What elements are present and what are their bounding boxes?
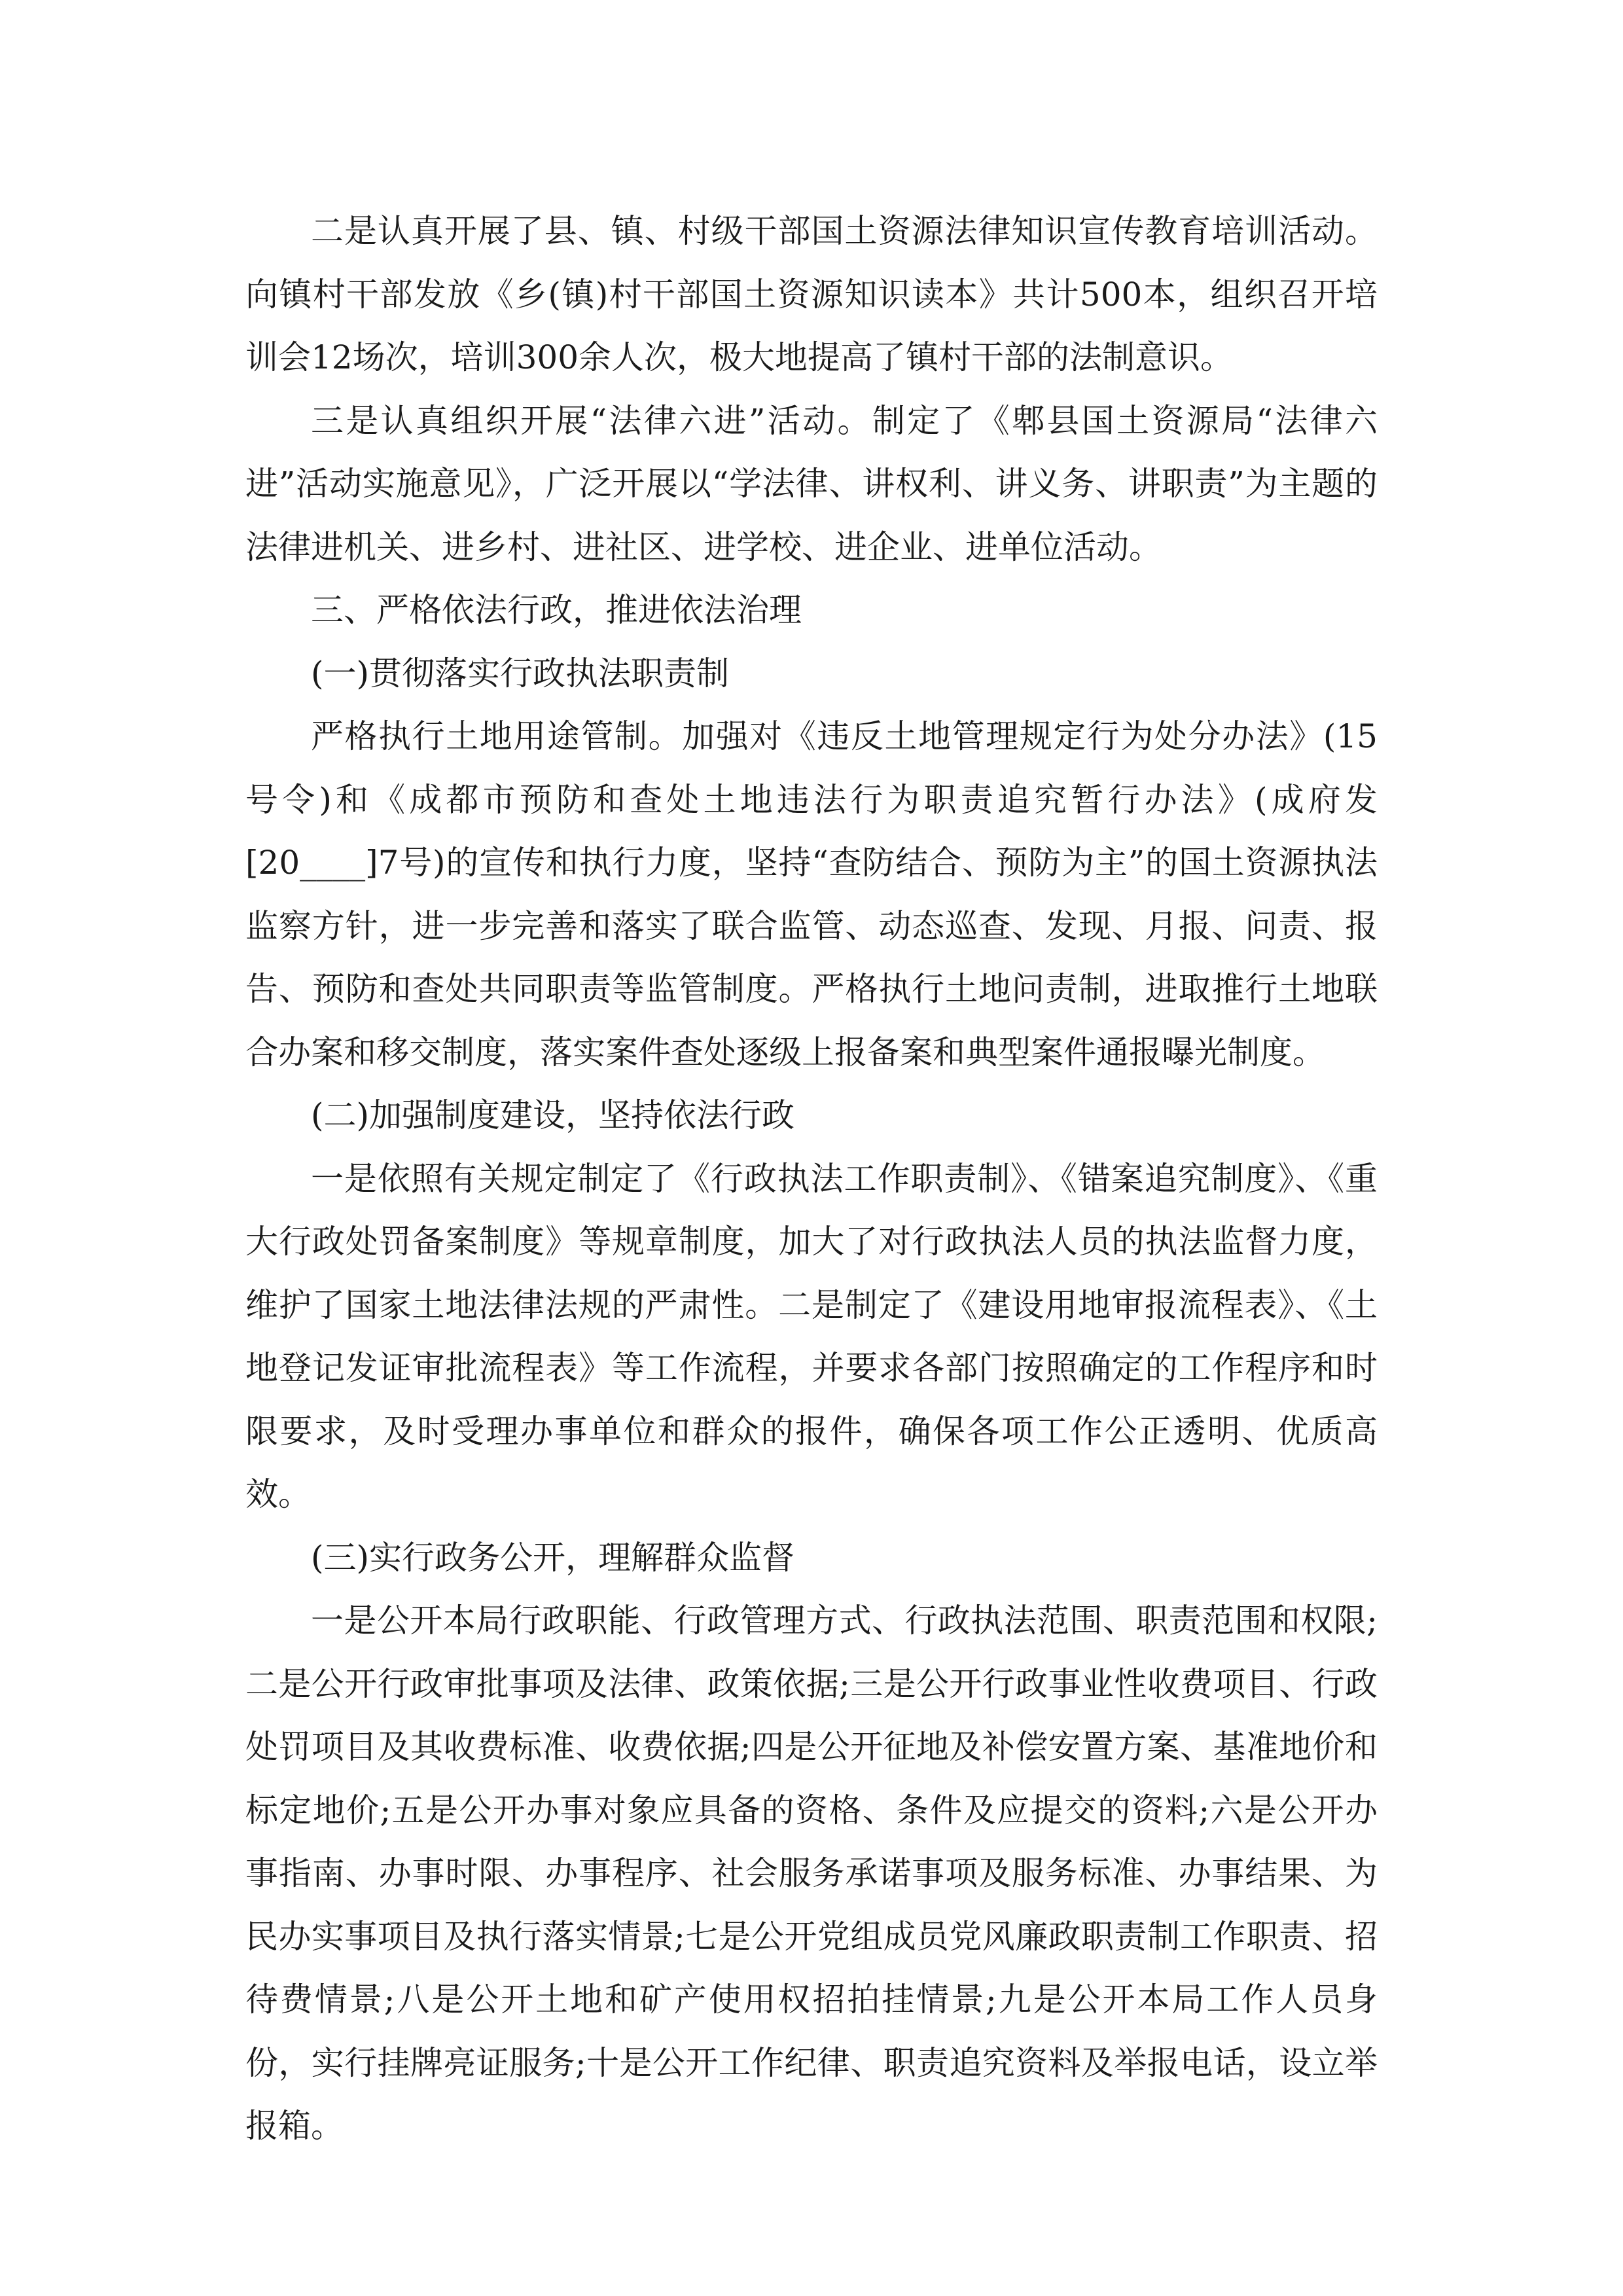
paragraph-land-use-control: 严格执行土地用途管制。加强对《违反土地管理规定行为处分办法》(15号令)和《成都市预防和查处土地违法行为职责追究暂行办法》(成府发[20____]7号)的宣传和执行力度，坚持“查防结合、预防为主”的国土资源执法监察方针，进一步完善和落实了联合监管、动态巡查、发现、月报、问责、报告、预防和查处共同职责等监管制度。严格执行土地问责制，进取推行土地联合办案和移交制度，落实案件查处逐级上报备案和典型案件通报曝光制度。 [245, 717, 1378, 1071]
paragraph-law-six-campaign: 三是认真组织开展“法律六进”活动。制定了《郫县国土资源局“法律六进”活动实施意见》，广泛开展以“学法律、讲权利、讲义务、讲职责”为主题的法律进机关、进乡村、进社区、进学校、进企业、进单位活动。 [245, 401, 1378, 566]
subheading-two: (二)加强制度建设，坚持依法行政 [311, 1096, 795, 1134]
subheading-one: (一)贯彻落实行政执法职责制 [311, 654, 730, 692]
section-heading-three: 三、严格依法行政，推进依法治理 [311, 591, 802, 629]
subheading-three: (三)实行政务公开，理解群众监督 [311, 1538, 795, 1577]
document-body [245, 200, 1378, 2158]
paragraph-cadre-training: 二是认真开展了县、镇、村级干部国土资源法律知识宣传教育培训活动。向镇村干部发放《乡(镇)村干部国土资源知识读本》共计500本，组织召开培训会12场次，培训300余人次，极大地提高了镇村干部的法制意识。 [245, 212, 1378, 376]
paragraph-system-building: 一是依照有关规定制定了《行政执法工作职责制》、《错案追究制度》、《重大行政处罚备案制度》等规章制度，加大了对行政执法人员的执法监督力度，维护了国家土地法律法规的严肃性。二是制定了《建设用地审报流程表》、《土地登记发证审批流程表》等工作流程，并要求各部门按照确定的工作程序和时限要求，及时受理办事单位和群众的报件，确保各项工作公正透明、优质高效。 [245, 1159, 1378, 1513]
paragraph-open-government: 一是公开本局行政职能、行政管理方式、行政执法范围、职责范围和权限;二是公开行政审批事项及法律、政策依据;三是公开行政事业性收费项目、行政处罚项目及其收费标准、收费依据;四是公开征地及补偿安置方案、基准地价和标定地价;五是公开办事对象应具备的资格、条件及应提交的资料;六是公开办事指南、办事时限、办事程序、社会服务承诺事项及服务标准、办事结果、为民办实事项目及执行落实情景;七是公开党组成员党风廉政职责制工作职责、招待费情景;八是公开土地和矿产使用权招拍挂情景;九是公开本局工作人员身份，实行挂牌亮证服务;十是公开工作纪律、职责追究资料及举报电话，设立举报箱。 [245, 1602, 1378, 2145]
